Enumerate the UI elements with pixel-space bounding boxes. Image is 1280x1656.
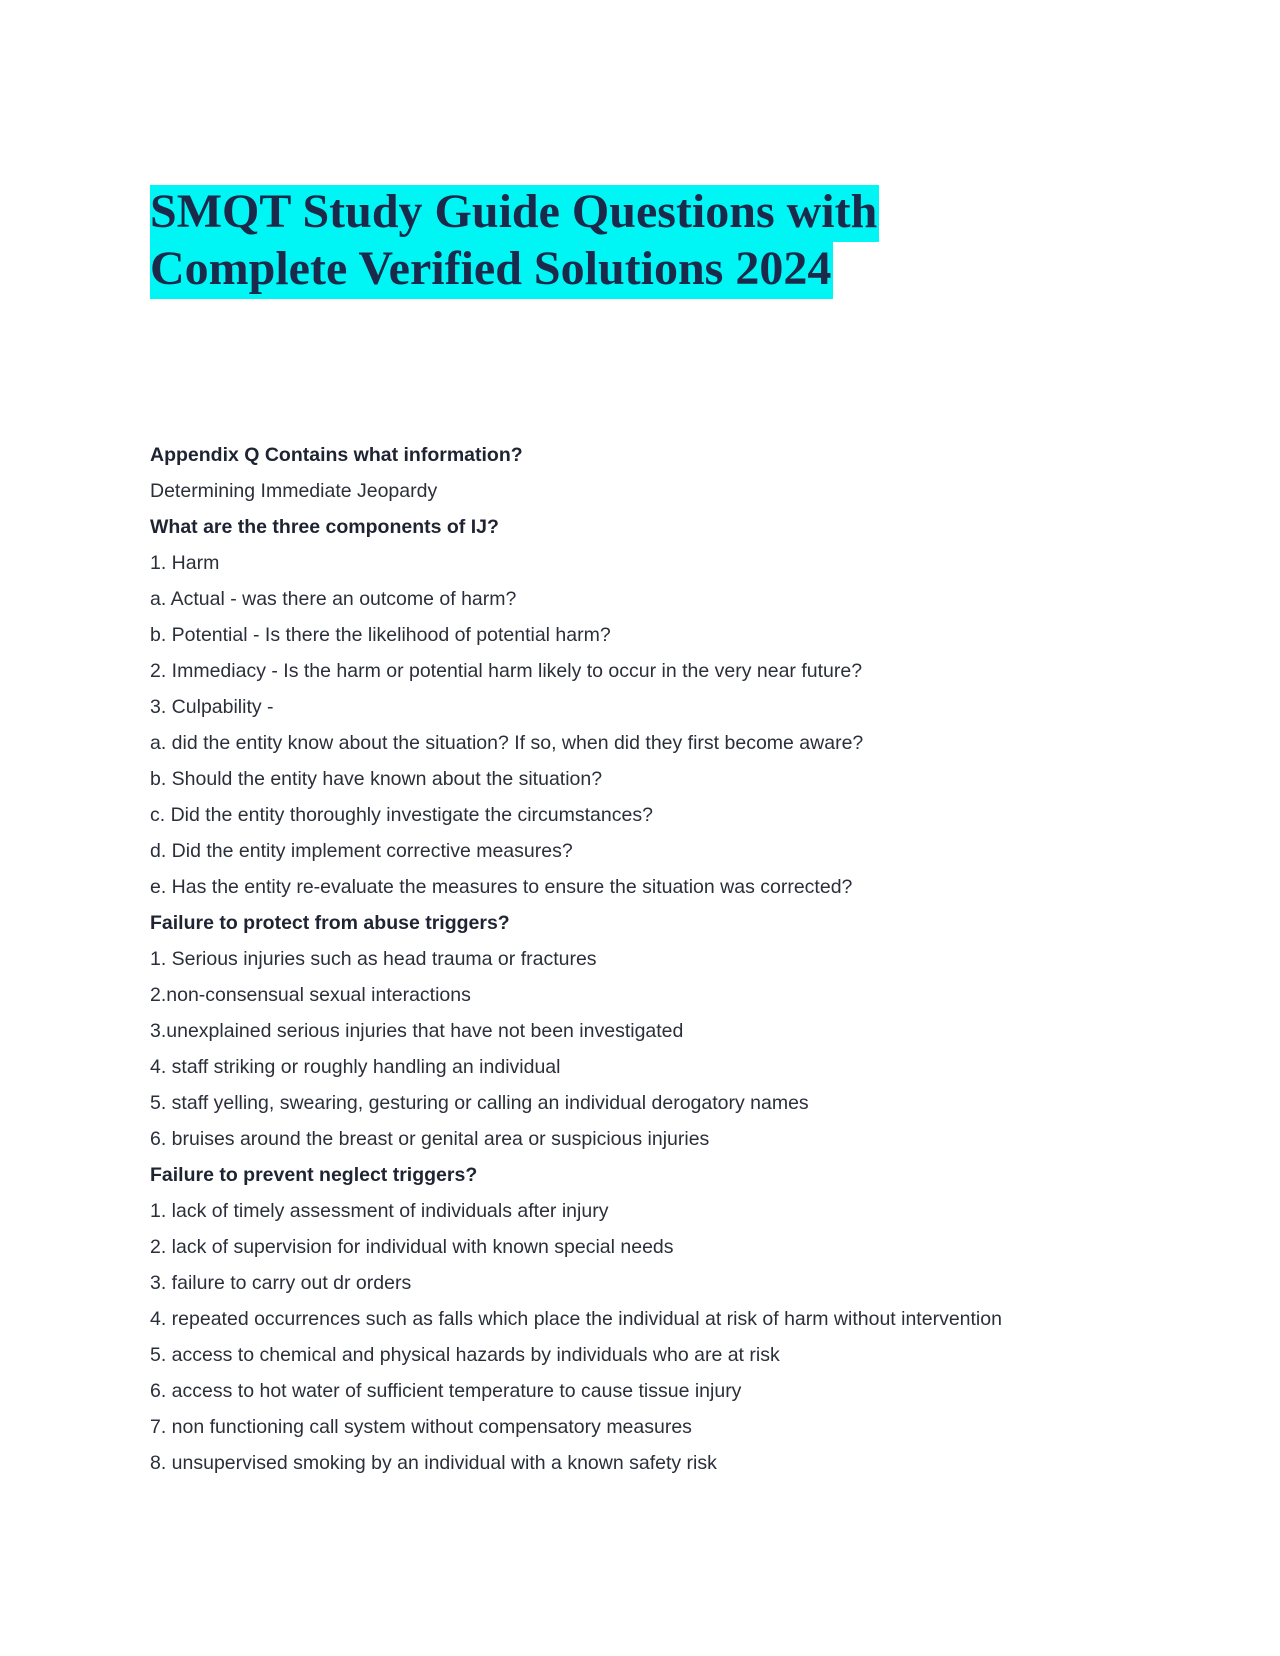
answer-line: 6. access to hot water of sufficient temperature to cause tissue injury [150, 1380, 742, 1402]
answer-line: 5. access to chemical and physical hazards by individuals who are at risk [150, 1344, 780, 1366]
question-heading: Failure to prevent neglect triggers? [150, 1164, 478, 1186]
answer-line: 1. lack of timely assessment of individuals after injury [150, 1200, 609, 1222]
question-heading: What are the three components of IJ? [150, 516, 499, 538]
answer-line: 3.unexplained serious injuries that have not been investigated [150, 1020, 684, 1042]
answer-line: 7. non functioning call system without compensatory measures [150, 1416, 692, 1438]
answer-line: e. Has the entity re-evaluate the measures to ensure the situation was corrected? [150, 876, 853, 898]
title-line-2: Complete Verified Solutions 2024 [150, 242, 833, 299]
answer-line: 3. Culpability - [150, 696, 274, 718]
answer-line: 4. staff striking or roughly handling an individual [150, 1056, 561, 1078]
document-body [150, 437, 1230, 1481]
answer-line: b. Potential - Is there the likelihood of potential harm? [150, 624, 611, 646]
answer-line: a. Actual - was there an outcome of harm? [150, 588, 517, 610]
document-title [150, 183, 879, 297]
answer-line: a. did the entity know about the situation? If so, when did they first become aware? [150, 732, 864, 754]
title-line-1: SMQT Study Guide Questions with [150, 185, 879, 242]
answer-line: 2. Immediacy - Is the harm or potential harm likely to occur in the very near future? [150, 660, 863, 682]
answer-line: 3. failure to carry out dr orders [150, 1272, 412, 1294]
answer-line: 2.non-consensual sexual interactions [150, 984, 471, 1006]
answer-line: 2. lack of supervision for individual with known special needs [150, 1236, 674, 1258]
question-heading: Failure to protect from abuse triggers? [150, 912, 510, 934]
question-heading: Appendix Q Contains what information? [150, 444, 523, 466]
answer-line: c. Did the entity thoroughly investigate the circumstances? [150, 804, 653, 826]
answer-line: 8. unsupervised smoking by an individual with a known safety risk [150, 1452, 717, 1474]
answer-line: d. Did the entity implement corrective measures? [150, 840, 573, 862]
answer-line: 1. Harm [150, 552, 220, 574]
answer-line: b. Should the entity have known about the situation? [150, 768, 603, 790]
answer-line: Determining Immediate Jeopardy [150, 480, 438, 502]
answer-line: 6. bruises around the breast or genital area or suspicious injuries [150, 1128, 710, 1150]
answer-line: 1. Serious injuries such as head trauma or fractures [150, 948, 597, 970]
answer-line: 5. staff yelling, swearing, gesturing or calling an individual derogatory names [150, 1092, 809, 1114]
answer-line: 4. repeated occurrences such as falls which place the individual at risk of harm without intervention [150, 1308, 1002, 1330]
